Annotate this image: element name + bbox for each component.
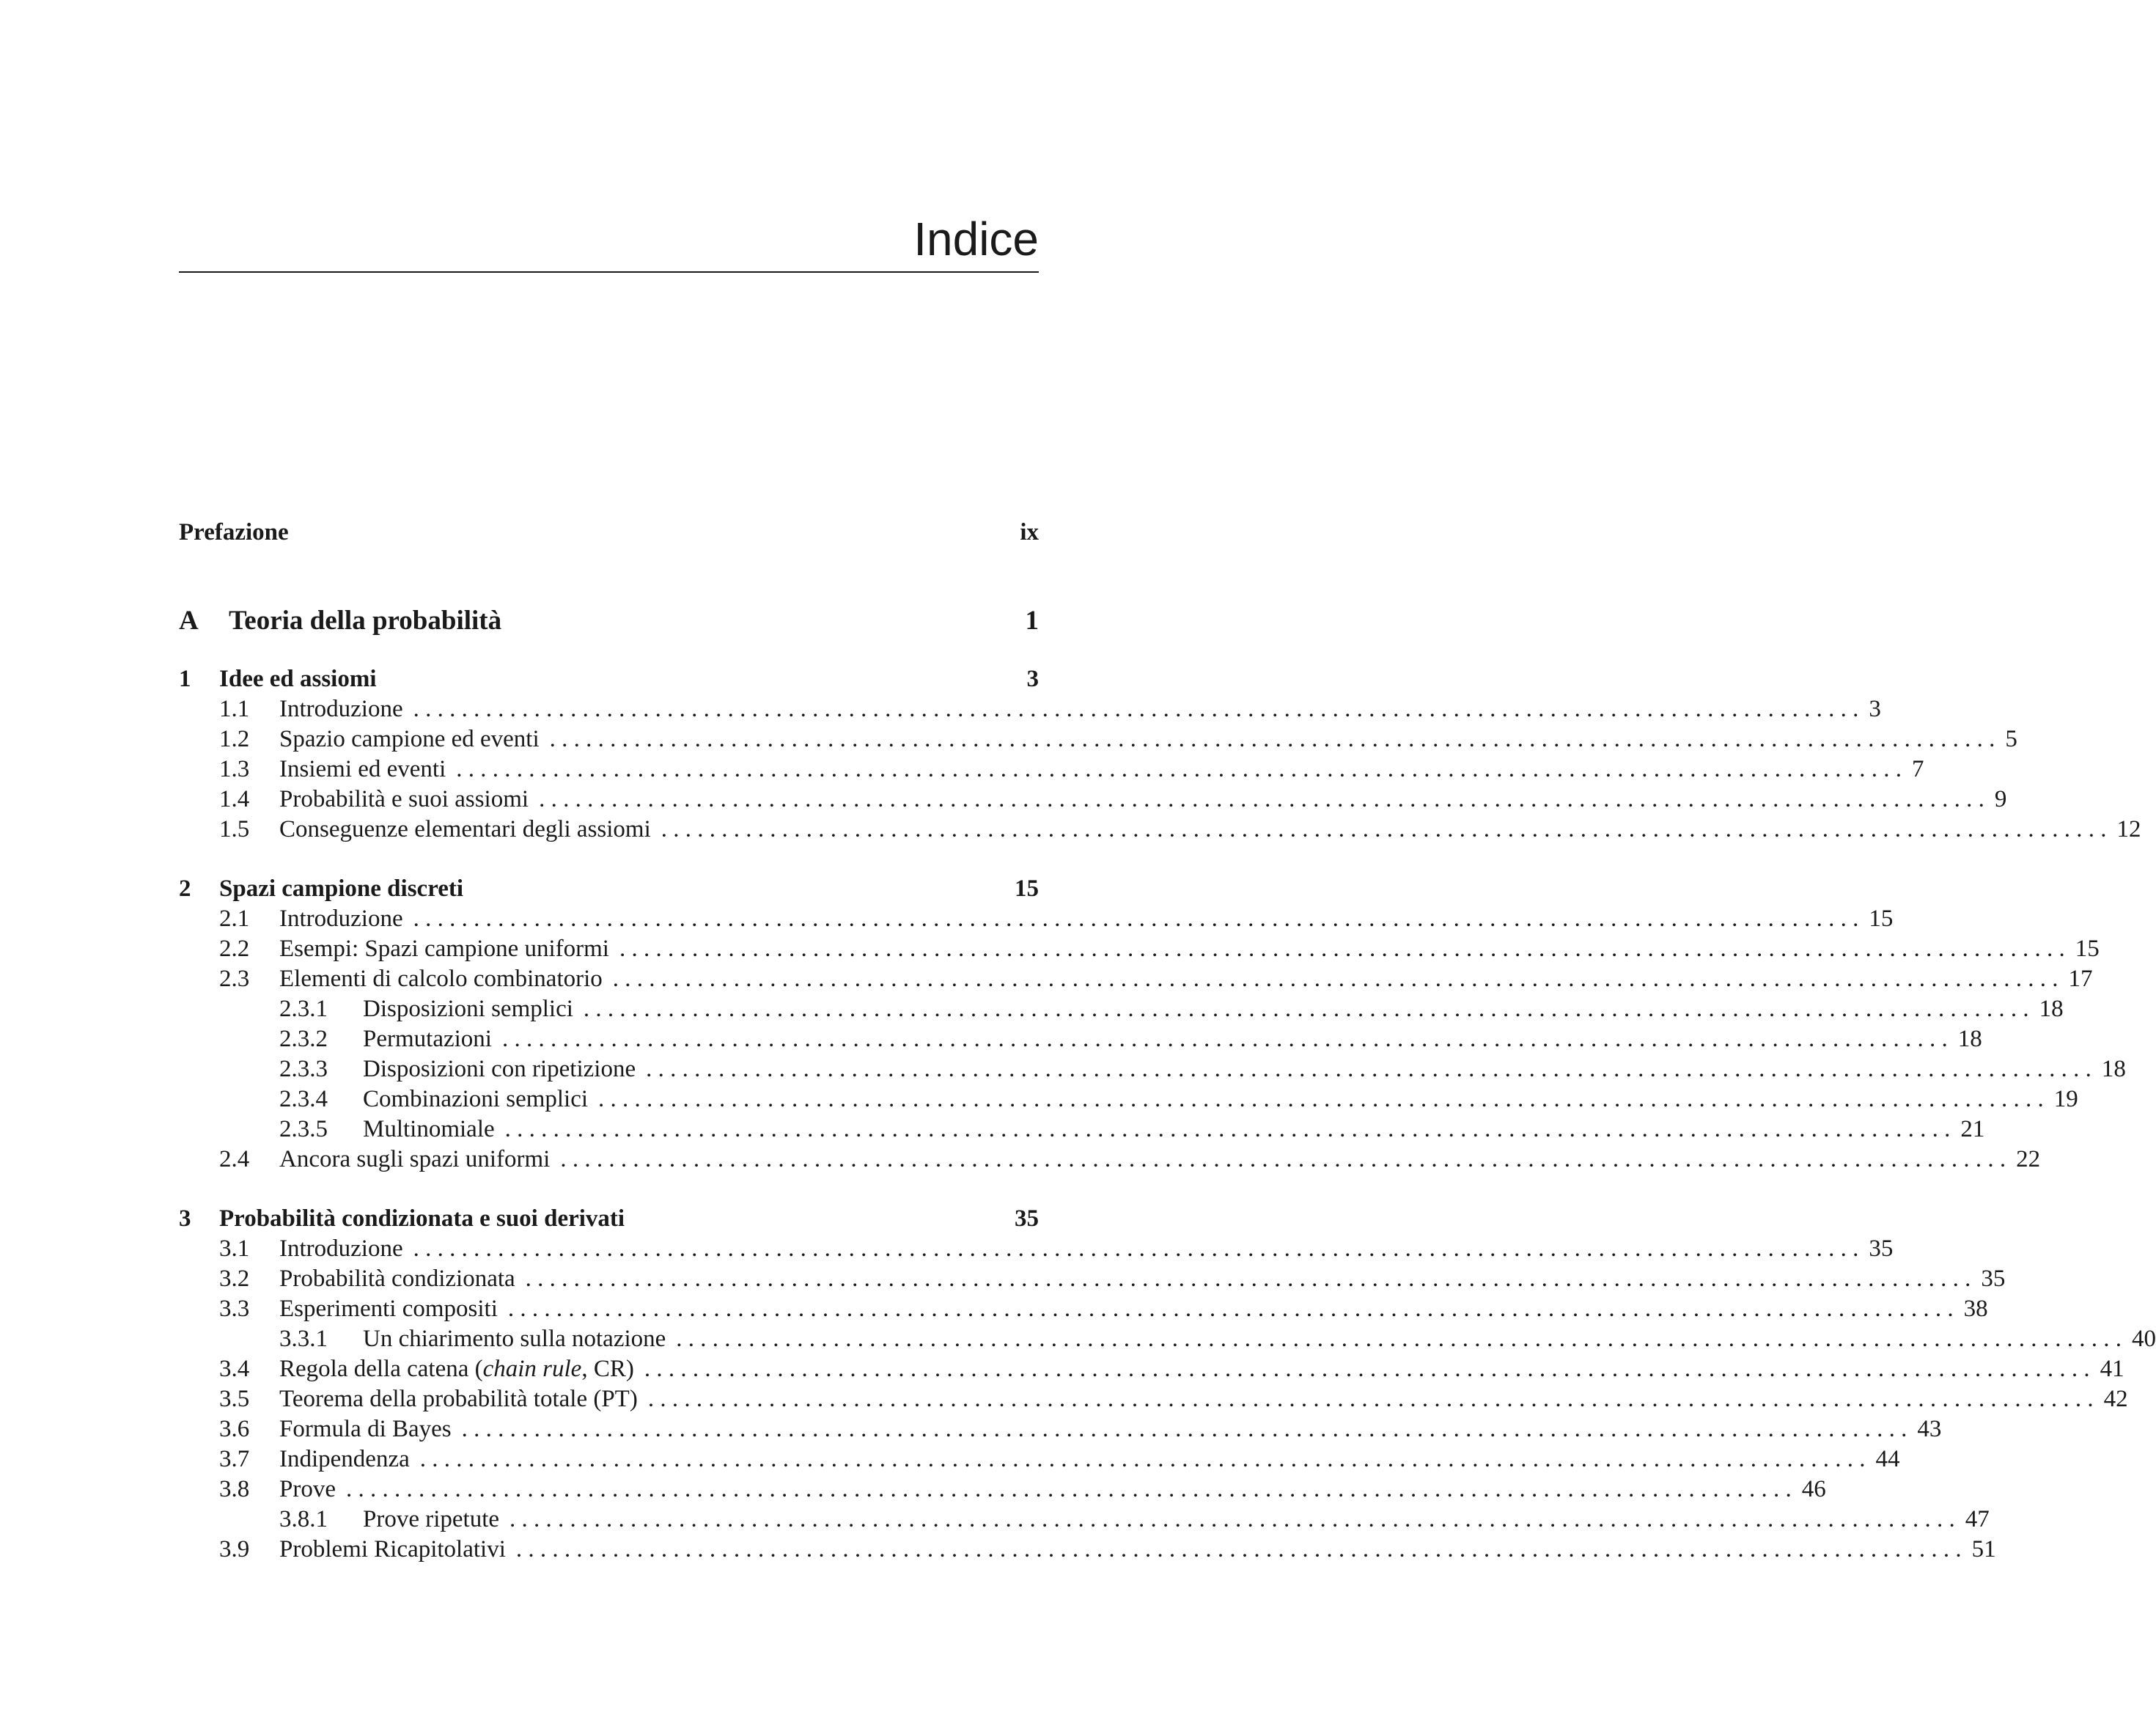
toc-entry-section[interactable] — [179, 1535, 1996, 1565]
dot-leader: . . . . . . . . . . . . . . . . . . . . . . . . . . . . . . . . . . . . . . . . . . . . . . . . . . . . . . . . . . . . . . . . . . . . . . . . . . . . . . . . . . . . . . . . . . . . . . . . . . . . . . . . . . . . . . . . . . . . . . . . — [413, 906, 1859, 932]
toc-entry-number: 1.4 — [219, 786, 250, 812]
toc-entry-subsection[interactable] — [179, 1024, 1982, 1054]
toc-entry-page: 18 — [1957, 1026, 1982, 1052]
toc-entry-title: Disposizioni con ripetizione — [363, 1056, 636, 1082]
dot-leader: . . . . . . . . . . . . . . . . . . . . . . . . . . . . . . . . . . . . . . . . . . . . . . . . . . . . . . . . . . . . . . . . . . . . . . . . . . . . . . . . . . . . . . . . . . . . . . . . . . . . . . . . . . . . . . . . . . . . . . . . — [560, 1146, 2006, 1172]
toc-entry-title: Multinomiale — [363, 1116, 495, 1142]
toc-entry-page: 3 — [1869, 696, 1881, 722]
toc-entry-page: 5 — [2005, 726, 2017, 752]
toc-entry-page: 17 — [2068, 966, 2093, 992]
dot-leader: . . . . . . . . . . . . . . . . . . . . . . . . . . . . . . . . . . . . . . . . . . . . . . . . . . . . . . . . . . . . . . . . . . . . . . . . . . . . . . . . . . . . . . . . . . . . . . . . . . . . . . . . . . . . . . . . . . . . . . . . — [413, 1235, 1859, 1262]
dot-leader: . . . . . . . . . . . . . . . . . . . . . . . . . . . . . . . . . . . . . . . . . . . . . . . . . . . . . . . . . . . . . . . . . . . . . . . . . . . . . . . . . . . . . . . . . . . . . . . . . . . . . . . . . . . . . . . . . . . . . . . . — [583, 996, 2029, 1022]
toc-entry-section[interactable] — [179, 1475, 1826, 1505]
dot-leader: . . . . . . . . . . . . . . . . . . . . . . . . . . . . . . . . . . . . . . . . . . . . . . . . . . . . . . . . . . . . . . . . . . . . . . . . . . . . . . . . . . . . . . . . . . . . . . . . . . . . . . . . . . . . . . . . . . . . . . . . — [644, 1356, 2090, 1382]
toc-entry-section[interactable] — [179, 815, 2141, 845]
page-title: Indice — [913, 213, 1039, 265]
toc-entry-section[interactable] — [179, 754, 1924, 785]
dot-leader: . . . . . . . . . . . . . . . . . . . . . . . . . . . . . . . . . . . . . . . . . . . . . . . . . . . . . . . . . . . . . . . . . . . . . . . . . . . . . . . . . . . . . . . . . . . . . . . . . . . . . . . . . . . . . . . . . . . . . . . . — [661, 816, 2107, 842]
toc-entry-title: Teoria della probabilità — [229, 606, 502, 636]
dot-leader: . . . . . . . . . . . . . . . . . . . . . . . . . . . . . . . . . . . . . . . . . . . . . . . . . . . . . . . . . . . . . . . . . . . . . . . . . . . . . . . . . . . . . . . . . . . . . . . . . . . . . . . . . . . . . . . . . . . . . . . . — [413, 696, 1859, 722]
toc-entry-number: 2.3 — [219, 966, 250, 992]
toc-entry-number: 2.3.5 — [279, 1116, 328, 1142]
toc-entry-number: 3 — [179, 1205, 191, 1232]
toc-entry-page: ix — [1020, 519, 1039, 546]
toc-entry-title: Prove ripetute — [363, 1506, 500, 1532]
toc-entry-section[interactable] — [179, 934, 2100, 964]
toc-entry-page: 18 — [2039, 996, 2064, 1022]
toc-entry-subsection[interactable] — [179, 1505, 1990, 1535]
toc-entry-page: 35 — [1981, 1266, 2006, 1292]
toc-entry-title: Esempi: Spazi campione uniformi — [279, 936, 609, 962]
toc-entry-title: Introduzione — [279, 906, 403, 932]
toc-entry-page: 7 — [1912, 756, 1924, 782]
toc-entry-title: Indipendenza — [279, 1446, 410, 1472]
toc-entry-title: Problemi Ricapitolativi — [279, 1536, 506, 1562]
toc-entry-section[interactable] — [179, 1234, 1894, 1264]
toc-entry-title: Elementi di calcolo combinatorio — [279, 966, 603, 992]
toc-entry-page: 21 — [1960, 1116, 1985, 1142]
toc-entry-title: Introduzione — [279, 696, 403, 722]
toc-entry-title: Esperimenti compositi — [279, 1296, 498, 1322]
toc-entry-section[interactable] — [179, 1414, 1942, 1444]
title-text: , CR) — [581, 1356, 634, 1382]
toc-entry-page: 15 — [1015, 875, 1039, 902]
toc-entry-number: 3.3 — [219, 1296, 250, 1322]
dot-leader: . . . . . . . . . . . . . . . . . . . . . . . . . . . . . . . . . . . . . . . . . . . . . . . . . . . . . . . . . . . . . . . . . . . . . . . . . . . . . . . . . . . . . . . . . . . . . . . . . . . . . . . . . . . . . . . . . . . . . . . . — [461, 1416, 1907, 1442]
dot-leader: . . . . . . . . . . . . . . . . . . . . . . . . . . . . . . . . . . . . . . . . . . . . . . . . . . . . . . . . . . . . . . . . . . . . . . . . . . . . . . . . . . . . . . . . . . . . . . . . . . . . . . . . . . . . . . . . . . . . . . . . — [525, 1266, 1971, 1292]
toc-entry-number: 2 — [179, 875, 191, 902]
toc-entry-title: Teorema della probabilità totale (PT) — [279, 1386, 638, 1412]
title-rule — [179, 271, 1039, 273]
dot-leader: . . . . . . . . . . . . . . . . . . . . . . . . . . . . . . . . . . . . . . . . . . . . . . . . . . . . . . . . . . . . . . . . . . . . . . . . . . . . . . . . . . . . . . . . . . . . . . . . . . . . . . . . . . . . . . . . . . . . . . . . — [646, 1056, 2091, 1082]
toc-entry-title: Prove — [279, 1476, 336, 1502]
toc-entry-number: 2.4 — [219, 1146, 250, 1172]
toc-entry-title: Formula di Bayes — [279, 1416, 452, 1442]
toc-entry-title — [279, 1354, 634, 1384]
toc-entry-page: 40 — [2132, 1326, 2156, 1352]
toc-entry-number: 2.1 — [219, 906, 250, 932]
toc-entry-number: 3.8 — [219, 1476, 250, 1502]
toc-entry-title: Probabilità e suoi assiomi — [279, 786, 529, 812]
toc-entry-part-a[interactable] — [179, 606, 1039, 636]
toc-entry-page: 19 — [2053, 1086, 2078, 1112]
toc-entry-title: Conseguenze elementari degli assiomi — [279, 816, 651, 842]
toc-entry-number: 3.4 — [219, 1356, 250, 1382]
toc-entry-title: Insiemi ed eventi — [279, 756, 446, 782]
toc-entry-number: 1.5 — [219, 816, 250, 842]
dot-leader: . . . . . . . . . . . . . . . . . . . . . . . . . . . . . . . . . . . . . . . . . . . . . . . . . . . . . . . . . . . . . . . . . . . . . . . . . . . . . . . . . . . . . . . . . . . . . . . . . . . . . . . . . . . . . . . . . . . . . . . . — [504, 1116, 1951, 1142]
toc-entry-page: 46 — [1801, 1476, 1826, 1502]
toc-entry-page: 9 — [1994, 786, 2007, 812]
toc-entry-chapter-2[interactable] — [179, 874, 1039, 904]
title-text: Regola della catena ( — [279, 1356, 483, 1382]
toc-entry-page: 35 — [1015, 1205, 1039, 1232]
toc-entry-number: 3.2 — [219, 1266, 250, 1292]
toc-entry-number: 2.3.1 — [279, 996, 328, 1022]
toc-entry-number: 1 — [179, 666, 191, 692]
toc-entry-page: 41 — [2100, 1356, 2124, 1382]
toc-entry-number: 2.3.3 — [279, 1056, 328, 1082]
dot-leader: . . . . . . . . . . . . . . . . . . . . . . . . . . . . . . . . . . . . . . . . . . . . . . . . . . . . . . . . . . . . . . . . . . . . . . . . . . . . . . . . . . . . . . . . . . . . . . . . . . . . . . . . . . . . . . . . . . . . . . . . — [549, 726, 1995, 752]
toc-entry-title: Probabilità condizionata — [279, 1266, 515, 1292]
dot-leader: . . . . . . . . . . . . . . . . . . . . . . . . . . . . . . . . . . . . . . . . . . . . . . . . . . . . . . . . . . . . . . . . . . . . . . . . . . . . . . . . . . . . . . . . . . . . . . . . . . . . . . . . . . . . . . . . . . . . . . . . — [598, 1086, 2044, 1112]
toc-entry-section[interactable] — [179, 904, 1894, 934]
toc-entry-title: Spazio campione ed eventi — [279, 726, 540, 752]
toc-entry-number: 2.3.2 — [279, 1026, 328, 1052]
toc-entry-page: 22 — [2016, 1146, 2041, 1172]
toc-entry-page: 12 — [2116, 816, 2141, 842]
toc-entry-chapter-3[interactable] — [179, 1204, 1039, 1234]
toc-entry-number: 2.2 — [219, 936, 250, 962]
toc-entry-title: Prefazione — [179, 519, 289, 546]
toc-entry-page: 51 — [1971, 1536, 1996, 1562]
toc-entry-title: Combinazioni semplici — [363, 1086, 589, 1112]
toc-entry-title: Disposizioni semplici — [363, 996, 573, 1022]
toc-entry-page: 44 — [1875, 1446, 1900, 1472]
toc-entry-section[interactable] — [179, 1294, 1988, 1324]
toc-entry-subsection[interactable] — [179, 1084, 2078, 1114]
toc-entry-section[interactable] — [179, 1384, 2128, 1414]
dot-leader: . . . . . . . . . . . . . . . . . . . . . . . . . . . . . . . . . . . . . . . . . . . . . . . . . . . . . . . . . . . . . . . . . . . . . . . . . . . . . . . . . . . . . . . . . . . . . . . . . . . . . . . . . . . . . . . . . . . . . . . . — [619, 936, 2065, 962]
toc-entry-subsection[interactable] — [179, 994, 2064, 1024]
toc-entry-chapter-1[interactable] — [179, 664, 1039, 694]
toc-entry-number: 1.3 — [219, 756, 250, 782]
toc-entry-title: Probabilità condizionata e suoi derivati — [219, 1205, 625, 1232]
toc-entry-page: 3 — [1026, 666, 1039, 692]
toc-entry-title: Ancora sugli spazi uniformi — [279, 1146, 551, 1172]
toc-entry-number: 3.8.1 — [279, 1506, 328, 1532]
toc-entry-section[interactable] — [179, 1354, 2124, 1384]
dot-leader: . . . . . . . . . . . . . . . . . . . . . . . . . . . . . . . . . . . . . . . . . . . . . . . . . . . . . . . . . . . . . . . . . . . . . . . . . . . . . . . . . . . . . . . . . . . . . . . . . . . . . . . . . . . . . . . . . . . . . . . . — [647, 1386, 2094, 1412]
dot-leader: . . . . . . . . . . . . . . . . . . . . . . . . . . . . . . . . . . . . . . . . . . . . . . . . . . . . . . . . . . . . . . . . . . . . . . . . . . . . . . . . . . . . . . . . . . . . . . . . . . . . . . . . . . . . . . . . . . . . . . . . — [456, 756, 1902, 782]
toc-entry-page: 38 — [1963, 1296, 1988, 1322]
toc-entry-number: 3.7 — [219, 1446, 250, 1472]
toc-entry-page: 42 — [2103, 1386, 2128, 1412]
title-italic-text: chain rule — [482, 1356, 582, 1382]
toc-entry-section[interactable] — [179, 724, 2017, 754]
dot-leader: . . . . . . . . . . . . . . . . . . . . . . . . . . . . . . . . . . . . . . . . . . . . . . . . . . . . . . . . . . . . . . . . . . . . . . . . . . . . . . . . . . . . . . . . . . . . . . . . . . . . . . . . . . . . . . . . . . . . . . . . — [515, 1536, 1962, 1562]
toc-entry-page: 15 — [1869, 906, 1894, 932]
toc-entry-page: 35 — [1869, 1235, 1894, 1262]
toc-entry-page: 47 — [1965, 1506, 1990, 1532]
toc-entry-number: 3.3.1 — [279, 1326, 328, 1352]
toc-entry-title: Idee ed assiomi — [219, 666, 377, 692]
dot-leader: . . . . . . . . . . . . . . . . . . . . . . . . . . . . . . . . . . . . . . . . . . . . . . . . . . . . . . . . . . . . . . . . . . . . . . . . . . . . . . . . . . . . . . . . . . . . . . . . . . . . . . . . . . . . . . . . . . . . . . . . — [419, 1446, 1866, 1472]
toc-entry-number: 1.1 — [219, 696, 250, 722]
toc-entry-section[interactable] — [179, 1145, 2041, 1175]
toc-entry-title: Permutazioni — [363, 1026, 492, 1052]
toc-entry-number: 3.1 — [219, 1235, 250, 1262]
dot-leader: . . . . . . . . . . . . . . . . . . . . . . . . . . . . . . . . . . . . . . . . . . . . . . . . . . . . . . . . . . . . . . . . . . . . . . . . . . . . . . . . . . . . . . . . . . . . . . . . . . . . . . . . . . . . . . . . . . . . . . . . — [507, 1296, 1954, 1322]
toc-entry-page: 15 — [2075, 936, 2100, 962]
toc-entry-number: 3.9 — [219, 1536, 250, 1562]
toc-entry-subsection[interactable] — [179, 1114, 1985, 1145]
dot-leader: . . . . . . . . . . . . . . . . . . . . . . . . . . . . . . . . . . . . . . . . . . . . . . . . . . . . . . . . . . . . . . . . . . . . . . . . . . . . . . . . . . . . . . . . . . . . . . . . . . . . . . . . . . . . . . . . . . . . . . . . — [501, 1026, 1948, 1052]
toc-entry-title: Introduzione — [279, 1235, 403, 1262]
toc-entry-preface[interactable] — [179, 518, 1039, 548]
toc-entry-page: 43 — [1917, 1416, 1942, 1442]
toc-entry-number: 2.3.4 — [279, 1086, 328, 1112]
toc-entry-title: Spazi campione discreti — [219, 875, 464, 902]
dot-leader: . . . . . . . . . . . . . . . . . . . . . . . . . . . . . . . . . . . . . . . . . . . . . . . . . . . . . . . . . . . . . . . . . . . . . . . . . . . . . . . . . . . . . . . . . . . . . . . . . . . . . . . . . . . . . . . . . . . . . . . . — [346, 1476, 1792, 1502]
dot-leader: . . . . . . . . . . . . . . . . . . . . . . . . . . . . . . . . . . . . . . . . . . . . . . . . . . . . . . . . . . . . . . . . . . . . . . . . . . . . . . . . . . . . . . . . . . . . . . . . . . . . . . . . . . . . . . . . . . . . . . . . — [676, 1326, 2122, 1352]
toc-entry-subsection[interactable] — [179, 1054, 2126, 1084]
dot-leader: . . . . . . . . . . . . . . . . . . . . . . . . . . . . . . . . . . . . . . . . . . . . . . . . . . . . . . . . . . . . . . . . . . . . . . . . . . . . . . . . . . . . . . . . . . . . . . . . . . . . . . . . . . . . . . . . . . . . . . . . — [612, 966, 2058, 992]
toc-entry-section[interactable] — [179, 964, 2093, 994]
toc-entry-section[interactable] — [179, 1264, 2006, 1294]
toc-entry-section[interactable] — [179, 694, 1881, 724]
toc-entry-page: 18 — [2101, 1056, 2126, 1082]
toc-entry-section[interactable] — [179, 785, 2007, 815]
toc-entry-number: A — [179, 606, 199, 636]
toc-entry-number: 3.5 — [219, 1386, 250, 1412]
dot-leader: . . . . . . . . . . . . . . . . . . . . . . . . . . . . . . . . . . . . . . . . . . . . . . . . . . . . . . . . . . . . . . . . . . . . . . . . . . . . . . . . . . . . . . . . . . . . . . . . . . . . . . . . . . . . . . . . . . . . . . . . — [509, 1506, 1955, 1532]
toc-entry-subsection[interactable] — [179, 1324, 2156, 1354]
toc-entry-number: 3.6 — [219, 1416, 250, 1442]
toc-entry-title: Un chiarimento sulla notazione — [363, 1326, 666, 1352]
toc-entry-page: 1 — [1025, 606, 1039, 636]
toc-entry-number: 1.2 — [219, 726, 250, 752]
toc-entry-section[interactable] — [179, 1444, 1900, 1475]
dot-leader: . . . . . . . . . . . . . . . . . . . . . . . . . . . . . . . . . . . . . . . . . . . . . . . . . . . . . . . . . . . . . . . . . . . . . . . . . . . . . . . . . . . . . . . . . . . . . . . . . . . . . . . . . . . . . . . . . . . . . . . . — [539, 786, 1984, 812]
